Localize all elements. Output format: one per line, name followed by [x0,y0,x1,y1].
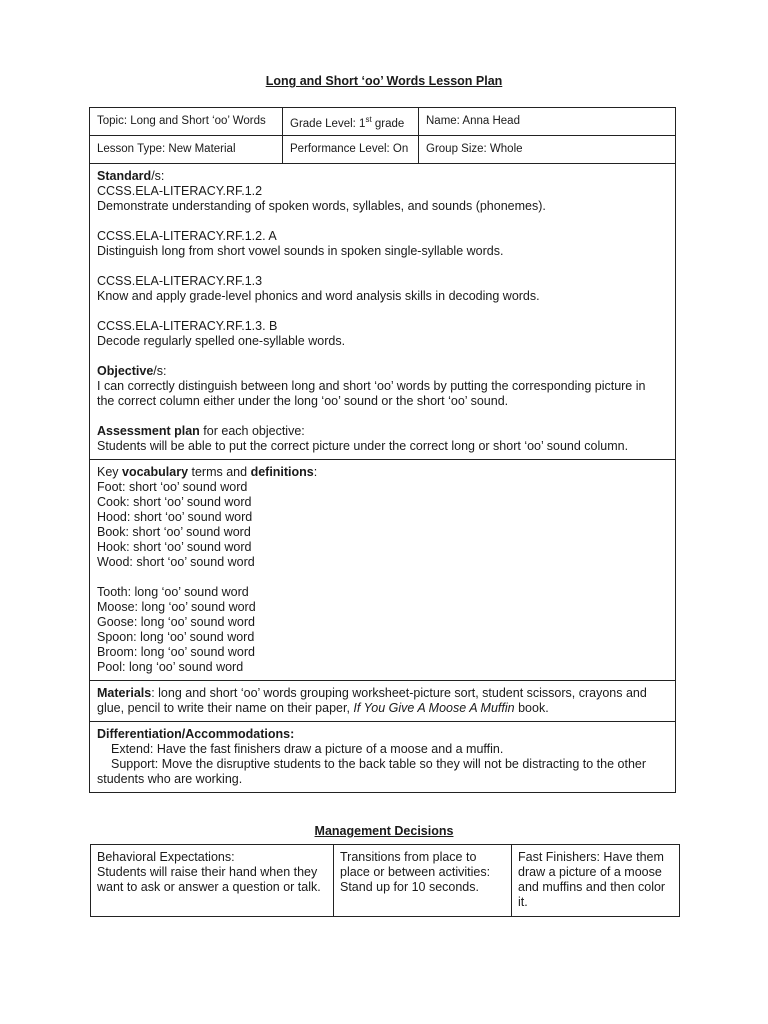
vocab-item: Hood: short ‘oo’ sound word [97,510,253,524]
group-size-cell: Group Size: Whole [419,136,676,164]
fast-finishers-cell: Fast Finishers: Have them draw a picture of a moose and muffins and then color it. [512,845,680,917]
vocabulary-section [90,460,676,681]
vocab-item: Broom: long ‘oo’ sound word [97,645,255,659]
standard-code: CCSS.ELA-LITERACY.RF.1.3 [97,274,263,288]
standard-text: Decode regularly spelled one-syllable words. [97,334,346,348]
differentiation-section [90,722,676,793]
lesson-plan-table [89,107,676,793]
transitions-cell: Transitions from place to place or between activities: Stand up for 10 seconds. [334,845,512,917]
vocab-item: Foot: short ‘oo’ sound word [97,480,248,494]
materials-line: glue, pencil to write their name on their paper, If You Give A Moose A Muffin book. [97,701,549,715]
topic-cell: Topic: Long and Short ‘oo’ Words [90,108,283,136]
book-title: If You Give A Moose A Muffin [353,701,515,715]
vocab-item: Moose: long ‘oo’ sound word [97,600,256,614]
vocab-item: Spoon: long ‘oo’ sound word [97,630,255,644]
standard-text: Demonstrate understanding of spoken words, syllables, and sounds (phonemes). [97,199,546,213]
behavioral-expectations-cell: Behavioral Expectations: Students will raise their hand when they want to ask or answer a question or talk. [91,845,334,917]
grade-level-cell: Grade Level: 1st grade [283,108,419,136]
vocab-item: Cook: short ‘oo’ sound word [97,495,252,509]
standard-code: CCSS.ELA-LITERACY.RF.1.3. B [97,319,278,333]
document-title: Long and Short ‘oo’ Words Lesson Plan [265,74,503,88]
standards-heading: Standard/s: [97,169,165,183]
header-row-1 [90,108,676,136]
lesson-type-cell: Lesson Type: New Material [90,136,283,164]
standard-code: CCSS.ELA-LITERACY.RF.1.2 [97,184,263,198]
vocab-item: Tooth: long ‘oo’ sound word [97,585,249,599]
management-table [90,844,680,917]
vocab-item: Pool: long ‘oo’ sound word [97,660,244,674]
objective-heading: Objective/s: [97,364,167,378]
teacher-name-cell: Name: Anna Head [419,108,676,136]
support-text: Support: Move the disruptive students to the back table so they will not be distracting to the other [111,757,647,771]
management-title: Management Decisions [314,824,454,838]
vocab-item: Goose: long ‘oo’ sound word [97,615,255,629]
assessment-heading: Assessment plan for each objective: [97,424,305,438]
vocab-item: Hook: short ‘oo’ sound word [97,540,252,554]
standard-text: Distinguish long from short vowel sounds in spoken single-syllable words. [97,244,504,258]
assessment-text: Students will be able to put the correct picture under the correct long or short ‘oo’ sound column. [97,439,629,453]
standards-objective-section [90,164,676,460]
header-row-2 [90,136,676,164]
performance-level-cell: Performance Level: On [283,136,419,164]
standard-code: CCSS.ELA-LITERACY.RF.1.2. A [97,229,277,243]
materials-line: Materials: long and short ‘oo’ words grouping worksheet-picture sort, student scissors, crayons and [97,686,647,700]
vocab-item: Book: short ‘oo’ sound word [97,525,251,539]
objective-text: the correct column either under the long ‘oo’ sound or the short ‘oo’ sound. [97,394,509,408]
extend-text: Extend: Have the fast finishers draw a picture of a moose and a muffin. [111,742,504,756]
vocabulary-heading: Key vocabulary terms and definitions: [97,465,318,479]
objective-text: I can correctly distinguish between long and short ‘oo’ words by putting the corresponding picture in [97,379,646,393]
materials-section [90,681,676,722]
differentiation-heading: Differentiation/Accommodations: [97,727,295,741]
standard-text: Know and apply grade-level phonics and word analysis skills in decoding words. [97,289,540,303]
support-text: students who are working. [97,772,243,786]
vocab-item: Wood: short ‘oo’ sound word [97,555,255,569]
